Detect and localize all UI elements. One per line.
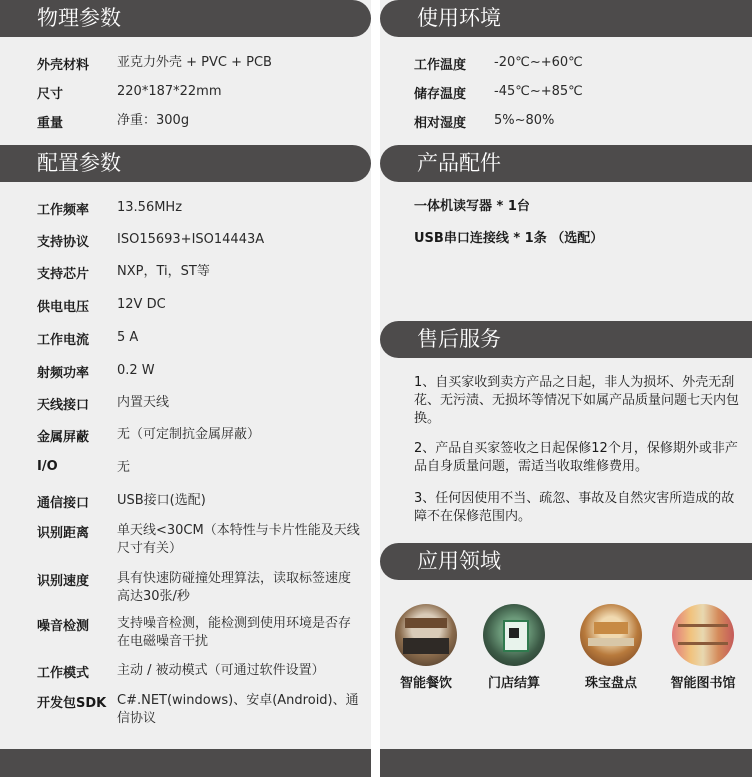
right-column — [380, 0, 752, 777]
spec-value: -45℃~+85℃ — [494, 84, 583, 99]
after-sales-item: 1、自买家收到卖方产品之日起，非人为损坏、外壳无刮花、无污渍、无损坏等情况下如属产品质量问题七天内包换。 — [414, 375, 740, 426]
spec-value: 主动 / 被动模式（可通过软件设置） — [117, 663, 325, 678]
spec-value: 内置天线 — [117, 395, 170, 410]
physical-params-header — [0, 0, 371, 37]
spec-value: 13.56MHz — [117, 200, 183, 215]
spec-label: 支持芯片 — [37, 267, 90, 282]
spec-value: C#.NET(windows)、安卓(Android)、通信协议 — [117, 693, 359, 726]
spec-label: 开发包SDK — [37, 696, 107, 711]
left-column — [0, 0, 371, 777]
spec-label: 工作频率 — [37, 203, 90, 218]
after-sales-header — [380, 321, 752, 358]
spec-label: 通信接口 — [37, 496, 90, 511]
applications-title: 应用领域 — [417, 549, 501, 573]
spec-label: 识别距离 — [37, 526, 90, 541]
application-item — [474, 604, 554, 691]
spec-label: 供电电压 — [37, 300, 90, 315]
spec-value: 单天线<30CM（本特性与卡片性能及天线尺寸有关） — [117, 523, 360, 556]
spec-label: I/O — [37, 459, 58, 474]
spec-value: 220*187*22mm — [117, 84, 222, 99]
application-item — [386, 604, 466, 691]
footer-bar-right — [380, 749, 752, 777]
physical-params-title: 物理参数 — [37, 6, 121, 30]
spec-label: 重量 — [37, 116, 64, 131]
spec-value: 无 — [117, 460, 131, 475]
spec-value: 支持噪音检测，能检测到使用环境是否存在电磁噪音干扰 — [117, 616, 352, 649]
spec-label: 工作温度 — [414, 58, 467, 73]
spec-value: 具有快速防碰撞处理算法，读取标签速度高达30张/秒 — [117, 571, 352, 604]
application-label: 智能图书馆 — [670, 676, 736, 691]
store-checkout-icon — [483, 604, 545, 666]
spec-label: 工作模式 — [37, 666, 90, 681]
spec-label: 相对湿度 — [414, 116, 467, 131]
config-params-header — [0, 145, 371, 182]
spec-label: 噪音检测 — [37, 619, 90, 634]
accessories-header — [380, 145, 752, 182]
spec-label: 工作电流 — [37, 333, 90, 348]
application-item — [663, 604, 743, 691]
spec-label: 支持协议 — [37, 235, 90, 250]
spec-label: 射频功率 — [37, 366, 90, 381]
application-item — [571, 604, 651, 691]
spec-label: 天线接口 — [37, 398, 90, 413]
applications-header — [380, 543, 752, 580]
after-sales-title: 售后服务 — [417, 327, 501, 351]
restaurant-icon — [395, 604, 457, 666]
spec-value: 无（可定制抗金属屏蔽） — [117, 427, 261, 442]
spec-value: 0.2 W — [117, 363, 155, 378]
spec-value: ISO15693+ISO14443A — [117, 232, 265, 247]
application-label: 门店结算 — [487, 676, 540, 691]
spec-value: NXP，Ti，ST等 — [117, 264, 210, 279]
footer-bar-left — [0, 749, 371, 777]
application-label: 珠宝盘点 — [584, 676, 637, 691]
after-sales-item: 2、产品自买家签收之日起保修12个月，保修期外或非产品自身质量问题，需适当收取维修费用。 — [414, 441, 738, 474]
spec-value: USB接口(选配) — [117, 493, 206, 508]
application-label: 智能餐饮 — [399, 676, 452, 691]
accessories-title: 产品配件 — [417, 151, 501, 175]
spec-value: 12V DC — [117, 297, 166, 312]
column-divider — [371, 0, 380, 777]
spec-value: -20℃~+60℃ — [494, 55, 583, 70]
environment-header — [380, 0, 752, 37]
accessory-item: 一体机读写器 * 1台 — [414, 199, 530, 214]
jewelry-inventory-icon — [580, 604, 642, 666]
spec-label: 外壳材料 — [37, 58, 90, 73]
spec-value: 5 A — [117, 330, 139, 345]
config-params-title: 配置参数 — [37, 151, 121, 175]
spec-label: 金属屏蔽 — [37, 430, 90, 445]
spec-label: 尺寸 — [37, 87, 64, 102]
environment-title: 使用环境 — [417, 6, 501, 30]
accessory-item: USB串口连接线 * 1条 （选配） — [414, 231, 604, 246]
spec-value: 净重：300g — [117, 113, 190, 128]
spec-label: 储存温度 — [414, 87, 467, 102]
spec-value: 亚克力外壳 + PVC + PCB — [117, 55, 272, 70]
spec-label: 识别速度 — [37, 574, 90, 589]
after-sales-item: 3、任何因使用不当、疏忽、事故及自然灾害所造成的故障不在保修范围内。 — [414, 491, 735, 524]
spec-value: 5%~80% — [494, 113, 555, 128]
library-icon — [672, 604, 734, 666]
